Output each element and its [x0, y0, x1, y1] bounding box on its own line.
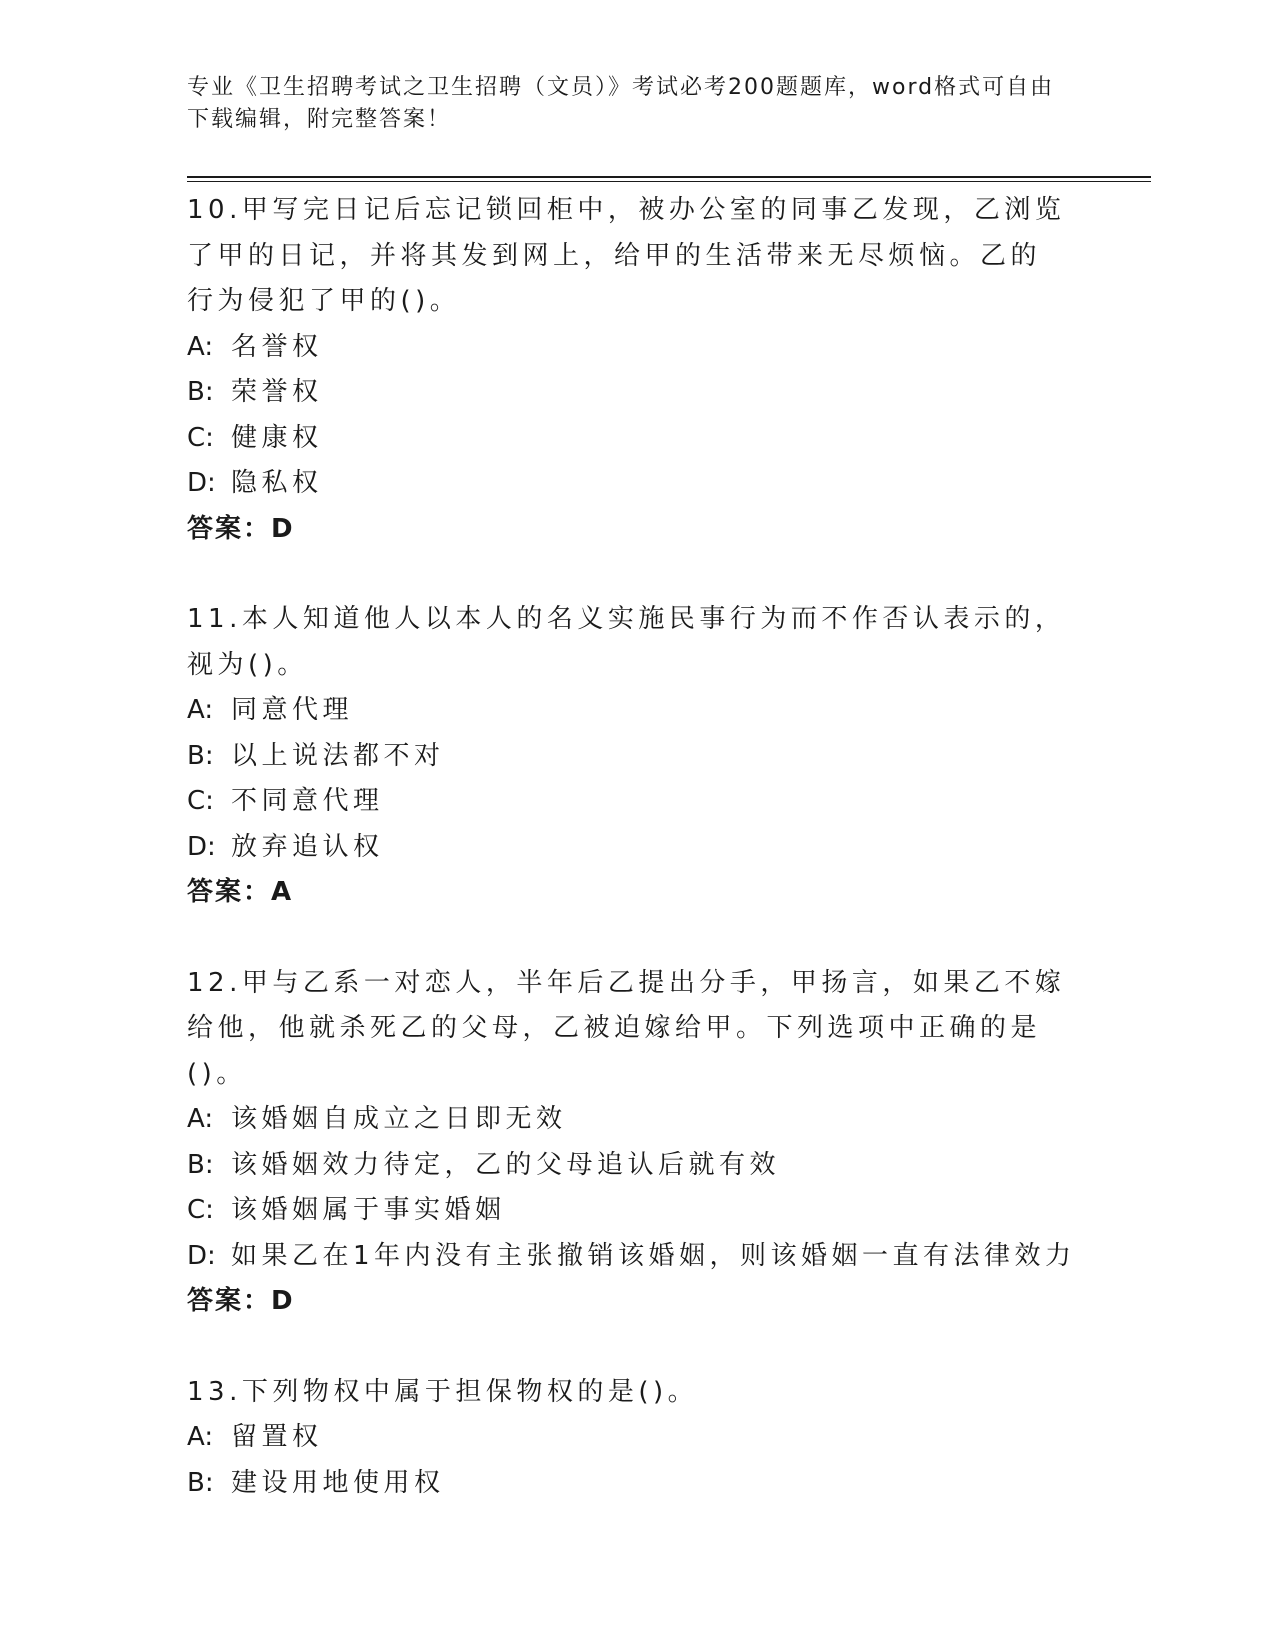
option-b	[187, 734, 1067, 780]
header-rule-thick	[187, 176, 1151, 178]
question-stem: 10.甲写完日记后忘记锁回柜中，被办公室的同事乙发现，乙浏览了甲的日记，并将其发到网上，给甲的生活带来无尽烦恼。乙的行为侵犯了甲的()。	[187, 195, 1066, 316]
answer-line: 答案：A	[187, 877, 294, 907]
option-text: 同意代理	[231, 695, 354, 725]
option-key: D:	[187, 1240, 216, 1271]
option-text: 如果乙在1年内没有主张撤销该婚姻，则该婚姻一直有法律效力	[231, 1240, 1076, 1271]
option-text: 以上说法都不对	[231, 740, 445, 771]
option-key: D:	[187, 468, 216, 498]
question-stem: 13.下列物权中属于担保物权的是()。	[187, 1376, 699, 1407]
option-key: A:	[187, 695, 214, 725]
question-stem: 11.本人知道他人以本人的名义实施民事行为而不作否认表示的，视为()。	[187, 604, 1066, 680]
option-key: C:	[187, 422, 214, 453]
option-key: D:	[187, 831, 216, 862]
question-13	[187, 1370, 1067, 1507]
answer-line: 答案：D	[187, 1286, 295, 1316]
option-b	[187, 1461, 1067, 1507]
option-c	[187, 1188, 1067, 1234]
question-stem: 12.甲与乙系一对恋人，半年后乙提出分手，甲扬言，如果乙不嫁给他，他就杀死乙的父母，乙被迫嫁给甲。下列选项中正确的是()。	[187, 967, 1066, 1089]
option-c	[187, 416, 1067, 462]
option-text: 该婚姻自成立之日即无效	[231, 1104, 567, 1134]
option-b	[187, 370, 1067, 416]
option-b	[187, 1143, 1067, 1189]
option-text: 留置权	[231, 1422, 323, 1452]
option-text: 该婚姻属于事实婚姻	[231, 1195, 506, 1225]
option-key: B:	[187, 1467, 214, 1498]
option-key: A:	[187, 1104, 214, 1134]
option-text: 隐私权	[231, 468, 323, 498]
option-d	[187, 461, 1067, 507]
option-d	[187, 1234, 1076, 1280]
answer-line: 答案：D	[187, 513, 295, 544]
document-header: 专业《卫生招聘考试之卫生招聘（文员）》考试必考200题题库，word格式可自由下载编辑，附完整答案！	[187, 75, 1055, 132]
option-key: B:	[187, 1149, 214, 1180]
question-10	[187, 188, 1067, 552]
header-rule-thin	[187, 181, 1151, 182]
option-key: C:	[187, 1195, 214, 1225]
question-list	[187, 188, 1076, 1551]
option-key: A:	[187, 1422, 214, 1452]
option-text: 荣誉权	[231, 377, 323, 407]
option-a	[187, 325, 1067, 371]
option-d	[187, 825, 1067, 871]
question-12	[187, 961, 1076, 1325]
option-key: A:	[187, 331, 214, 362]
option-key: B:	[187, 740, 214, 771]
option-key: C:	[187, 786, 214, 816]
option-text: 建设用地使用权	[231, 1467, 445, 1498]
option-a	[187, 688, 1067, 734]
option-text: 名誉权	[231, 331, 323, 362]
option-a	[187, 1415, 1067, 1461]
option-text: 放弃追认权	[231, 831, 384, 862]
option-key: B:	[187, 377, 214, 407]
option-text: 该婚姻效力待定，乙的父母追认后就有效	[231, 1149, 781, 1180]
option-text: 不同意代理	[231, 786, 384, 816]
option-text: 健康权	[231, 422, 323, 453]
option-c	[187, 779, 1067, 825]
question-11	[187, 597, 1067, 916]
option-a	[187, 1097, 1067, 1143]
